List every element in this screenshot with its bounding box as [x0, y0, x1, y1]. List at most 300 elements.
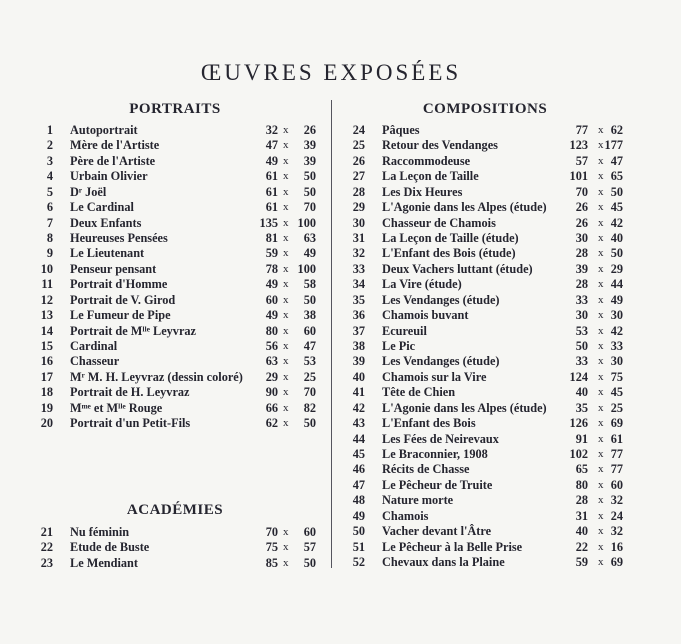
- work-height: 30: [610, 308, 623, 323]
- work-row: [337, 293, 637, 308]
- dimension-separator: x: [283, 139, 289, 152]
- work-number: 46: [352, 462, 365, 477]
- dimension-separator: x: [598, 124, 604, 136]
- work-number: 15: [40, 339, 53, 354]
- work-width: 62: [265, 416, 278, 431]
- work-row: [337, 555, 637, 570]
- work-width: 33: [575, 354, 588, 369]
- work-number: 17: [40, 369, 53, 384]
- work-number: 20: [40, 416, 53, 431]
- work-row: [337, 478, 637, 493]
- dimension-separator: x: [283, 309, 289, 322]
- work-title: Chasseur de Chamois: [382, 215, 496, 230]
- work-height: 50: [303, 184, 316, 199]
- work-title: Urbain Olivier: [70, 169, 148, 184]
- work-width: 49: [265, 277, 278, 292]
- work-row: [25, 354, 325, 369]
- work-title: Vacher devant l'Âtre: [382, 524, 492, 539]
- work-row: [337, 447, 637, 462]
- work-width: 75: [265, 540, 278, 555]
- work-row: [337, 540, 637, 555]
- work-number: 24: [352, 123, 365, 137]
- dimension-separator: x: [598, 139, 604, 152]
- work-number: 5: [46, 184, 53, 199]
- work-row: [25, 324, 325, 339]
- work-number: 42: [352, 400, 365, 415]
- work-number: 41: [352, 385, 365, 400]
- dimension-separator: x: [283, 340, 289, 353]
- work-width: 30: [575, 308, 588, 323]
- work-title: Chamois: [382, 508, 429, 523]
- work-number: 6: [46, 200, 53, 215]
- work-height: 50: [303, 416, 316, 431]
- work-height: 32: [610, 524, 623, 539]
- work-height: 24: [610, 508, 623, 523]
- work-width: 126: [569, 416, 588, 431]
- work-row: [337, 401, 637, 416]
- work-title: Récits de Chasse: [382, 462, 470, 477]
- work-height: 42: [610, 215, 623, 230]
- work-height: 49: [610, 292, 623, 307]
- work-row: [337, 277, 637, 292]
- dimension-separator: x: [283, 556, 289, 569]
- compositions-heading: COMPOSITIONS: [422, 101, 548, 117]
- work-height: 47: [303, 339, 316, 354]
- work-row: [25, 262, 325, 277]
- work-height: 26: [303, 123, 316, 137]
- work-title: Portrait d'Homme: [70, 277, 168, 292]
- work-number: 48: [352, 493, 365, 508]
- work-height: 50: [610, 184, 623, 199]
- work-title: Ecureuil: [382, 323, 427, 338]
- work-height: 62: [610, 123, 623, 137]
- work-row: [337, 200, 637, 215]
- work-width: 31: [575, 508, 588, 523]
- work-title: Heureuses Pensées: [70, 231, 168, 245]
- work-height: 38: [303, 308, 316, 323]
- work-width: 39: [575, 261, 588, 276]
- work-row: [25, 308, 325, 323]
- work-number: 36: [352, 308, 365, 323]
- work-height: 25: [610, 400, 623, 415]
- work-row: [337, 123, 637, 138]
- work-number: 11: [41, 277, 53, 292]
- work-height: 70: [303, 200, 316, 215]
- dimension-separator: x: [598, 247, 604, 260]
- work-height: 60: [610, 477, 623, 492]
- dimension-separator: x: [598, 494, 604, 507]
- dimension-separator: x: [283, 170, 289, 183]
- work-width: 80: [265, 323, 278, 338]
- work-title: Les Dix Heures: [382, 184, 463, 199]
- work-title: Mʳ M. H. Leyvraz (dessin coloré): [70, 369, 243, 384]
- work-number: 33: [352, 261, 365, 276]
- work-width: 91: [575, 431, 588, 446]
- dimension-separator: x: [283, 262, 289, 275]
- work-title: Tête de Chien: [382, 385, 456, 400]
- work-height: 60: [303, 323, 316, 338]
- work-height: 50: [303, 292, 316, 307]
- dimension-separator: x: [283, 185, 289, 198]
- work-title: Les Vendanges (étude): [382, 354, 500, 369]
- work-number: 27: [352, 169, 365, 184]
- dimension-separator: x: [283, 278, 289, 291]
- work-number: 47: [352, 477, 365, 492]
- work-row: [337, 262, 637, 277]
- work-width: 85: [265, 555, 278, 570]
- work-title: Portrait d'un Petit-Fils: [70, 416, 191, 431]
- dimension-separator: x: [598, 293, 604, 306]
- work-title: Chamois buvant: [382, 308, 469, 323]
- work-row: [25, 556, 325, 571]
- work-title: Le Lieutenant: [70, 246, 145, 261]
- work-title: Le Pêcheur à la Belle Prise: [382, 539, 523, 554]
- work-row: [25, 370, 325, 385]
- dimension-separator: x: [598, 401, 604, 414]
- work-width: 50: [575, 339, 588, 354]
- work-width: 66: [265, 400, 278, 415]
- dimension-separator: x: [283, 417, 289, 430]
- work-number: 21: [40, 525, 53, 539]
- work-number: 37: [352, 323, 365, 338]
- work-row: [25, 540, 325, 555]
- work-height: 82: [303, 400, 316, 415]
- work-height: 49: [303, 246, 316, 261]
- work-title: Raccommodeuse: [382, 153, 471, 168]
- work-number: 52: [352, 555, 365, 570]
- work-number: 2: [46, 138, 53, 153]
- dimension-separator: x: [598, 340, 604, 353]
- work-title: Cardinal: [70, 339, 118, 354]
- work-row: [337, 169, 637, 184]
- dimension-separator: x: [283, 124, 289, 136]
- work-row: [25, 293, 325, 308]
- work-width: 102: [569, 447, 588, 462]
- dimension-separator: x: [598, 232, 604, 244]
- work-number: 28: [352, 184, 365, 199]
- portraits-heading: PORTRAITS: [129, 101, 221, 117]
- work-width: 28: [575, 493, 588, 508]
- work-title: Le Pic: [382, 339, 416, 354]
- dimension-separator: x: [283, 201, 289, 214]
- work-title: Autoportrait: [70, 123, 138, 137]
- work-width: 90: [265, 385, 278, 400]
- work-row: [337, 154, 637, 169]
- work-height: 32: [610, 493, 623, 508]
- work-title: L'Agonie dans les Alpes (étude): [382, 200, 547, 215]
- dimension-separator: x: [283, 154, 289, 167]
- work-row: [337, 339, 637, 354]
- work-title: Pâques: [382, 123, 420, 137]
- work-row: [25, 525, 325, 540]
- work-title: Nature morte: [382, 493, 454, 508]
- work-width: 78: [265, 261, 278, 276]
- work-height: 33: [610, 339, 623, 354]
- work-number: 25: [352, 138, 365, 153]
- work-number: 8: [46, 231, 53, 245]
- work-width: 57: [575, 153, 588, 168]
- work-title: Le Pêcheur de Truite: [382, 477, 493, 492]
- work-width: 32: [265, 123, 278, 137]
- work-title: Le Braconnier, 1908: [382, 447, 488, 462]
- work-width: 35: [575, 400, 588, 415]
- column-divider: [331, 100, 332, 568]
- work-width: 30: [575, 231, 588, 245]
- work-height: 50: [303, 169, 316, 184]
- dimension-separator: x: [283, 216, 289, 229]
- dimension-separator: x: [598, 154, 604, 167]
- work-width: 40: [575, 385, 588, 400]
- work-width: 77: [575, 123, 588, 137]
- work-height: 30: [610, 354, 623, 369]
- work-title: Portrait de Mˡˡᵉ Leyvraz: [70, 323, 197, 338]
- work-row: [337, 308, 637, 323]
- work-height: 75: [610, 369, 623, 384]
- work-row: [337, 231, 637, 246]
- work-number: 29: [352, 200, 365, 215]
- work-row: [25, 385, 325, 400]
- work-height: 42: [610, 323, 623, 338]
- work-number: 50: [352, 524, 365, 539]
- work-height: 29: [610, 261, 623, 276]
- work-height: 45: [610, 385, 623, 400]
- work-row: [25, 123, 325, 138]
- work-row: [337, 509, 637, 524]
- work-title: Chamois sur la Vire: [382, 369, 487, 384]
- work-number: 26: [352, 153, 365, 168]
- work-width: 33: [575, 292, 588, 307]
- work-height: 61: [610, 431, 623, 446]
- work-width: 70: [265, 525, 278, 539]
- work-number: 30: [352, 215, 365, 230]
- work-width: 135: [259, 215, 278, 230]
- work-width: 61: [265, 169, 278, 184]
- work-number: 35: [352, 292, 365, 307]
- work-row: [25, 185, 325, 200]
- work-row: [25, 246, 325, 261]
- work-number: 38: [352, 339, 365, 354]
- work-height: 45: [610, 200, 623, 215]
- dimension-separator: x: [598, 278, 604, 291]
- work-title: L'Enfant des Bois: [382, 416, 476, 431]
- dimension-separator: x: [598, 417, 604, 430]
- work-title: Mᵐᵉ et Mˡˡᵉ Rouge: [70, 400, 163, 415]
- work-title: Chevaux dans la Plaine: [382, 555, 505, 570]
- work-width: 123: [569, 138, 588, 153]
- work-title: Portrait de V. Girod: [70, 292, 176, 307]
- dimension-separator: x: [283, 324, 289, 337]
- dimension-separator: x: [598, 201, 604, 214]
- work-height: 77: [610, 462, 623, 477]
- work-title: La Vire (étude): [382, 277, 462, 292]
- work-title: Etude de Buste: [70, 540, 150, 555]
- work-number: 40: [352, 369, 365, 384]
- work-width: 60: [265, 292, 278, 307]
- dimension-separator: x: [283, 370, 289, 383]
- work-row: [25, 216, 325, 231]
- work-title: Penseur pensant: [70, 261, 157, 276]
- work-title: La Leçon de Taille: [382, 169, 479, 184]
- work-height: 25: [303, 369, 316, 384]
- work-height: 69: [610, 416, 623, 431]
- work-row: [25, 416, 325, 431]
- work-height: 58: [303, 277, 316, 292]
- work-width: 40: [575, 524, 588, 539]
- work-title: Les Fées de Neirevaux: [382, 431, 499, 446]
- work-height: 44: [610, 277, 623, 292]
- work-height: 50: [303, 555, 316, 570]
- work-width: 28: [575, 246, 588, 261]
- dimension-separator: x: [598, 478, 604, 491]
- work-width: 101: [569, 169, 588, 184]
- work-height: 40: [610, 231, 623, 245]
- work-title: Mère de l'Artiste: [70, 138, 160, 153]
- work-row: [25, 138, 325, 153]
- work-height: 16: [610, 539, 623, 554]
- work-number: 1: [46, 123, 53, 137]
- work-row: [337, 432, 637, 447]
- work-row: [337, 216, 637, 231]
- work-width: 124: [569, 369, 588, 384]
- work-row: [337, 416, 637, 431]
- work-number: 3: [46, 153, 53, 168]
- work-width: 65: [575, 462, 588, 477]
- work-number: 32: [352, 246, 365, 261]
- work-row: [337, 324, 637, 339]
- work-row: [25, 401, 325, 416]
- dimension-separator: x: [283, 541, 289, 554]
- work-title: Le Cardinal: [70, 200, 134, 215]
- work-width: 29: [265, 369, 278, 384]
- work-title: La Leçon de Taille (étude): [382, 231, 519, 245]
- work-width: 63: [265, 354, 278, 369]
- dimension-separator: x: [598, 309, 604, 322]
- dimension-separator: x: [283, 232, 289, 244]
- work-number: 23: [40, 555, 53, 570]
- work-number: 31: [352, 231, 365, 245]
- work-height: 100: [297, 261, 316, 276]
- work-width: 49: [265, 153, 278, 168]
- work-row: [337, 524, 637, 539]
- work-row: [25, 154, 325, 169]
- work-height: 39: [303, 153, 316, 168]
- work-title: Portrait de H. Leyvraz: [70, 385, 190, 400]
- work-title: Les Vendanges (étude): [382, 292, 500, 307]
- work-number: 9: [46, 246, 53, 261]
- work-number: 16: [40, 354, 53, 369]
- dimension-separator: x: [598, 556, 604, 569]
- dimension-separator: x: [283, 355, 289, 368]
- work-row: [337, 493, 637, 508]
- work-width: 61: [265, 200, 278, 215]
- work-title: Retour des Vendanges: [382, 138, 498, 153]
- work-number: 19: [40, 400, 53, 415]
- work-title: Deux Vachers luttant (étude): [382, 261, 533, 276]
- work-width: 56: [265, 339, 278, 354]
- work-height: 100: [297, 215, 316, 230]
- work-width: 81: [265, 231, 278, 245]
- work-height: 177: [604, 138, 623, 153]
- work-number: 12: [40, 292, 53, 307]
- work-width: 22: [575, 539, 588, 554]
- work-row: [25, 200, 325, 215]
- work-width: 49: [265, 308, 278, 323]
- dimension-separator: x: [598, 525, 604, 538]
- dimension-separator: x: [283, 526, 289, 538]
- dimension-separator: x: [598, 509, 604, 522]
- dimension-separator: x: [598, 185, 604, 198]
- work-row: [337, 246, 637, 261]
- dimension-separator: x: [283, 247, 289, 260]
- work-height: 57: [303, 540, 316, 555]
- work-row: [337, 138, 637, 153]
- dimension-separator: x: [598, 370, 604, 383]
- work-height: 50: [610, 246, 623, 261]
- work-number: 18: [40, 385, 53, 400]
- dimension-separator: x: [598, 216, 604, 229]
- work-title: Chasseur: [70, 354, 120, 369]
- work-number: 49: [352, 508, 365, 523]
- work-height: 39: [303, 138, 316, 153]
- work-title: Deux Enfants: [70, 215, 142, 230]
- work-width: 53: [575, 323, 588, 338]
- work-title: Père de l'Artiste: [70, 153, 156, 168]
- work-number: 44: [352, 431, 365, 446]
- dimension-separator: x: [598, 170, 604, 183]
- dimension-separator: x: [283, 401, 289, 414]
- dimension-separator: x: [598, 463, 604, 476]
- work-width: 47: [265, 138, 278, 153]
- work-row: [337, 462, 637, 477]
- dimension-separator: x: [598, 386, 604, 399]
- page-title: ŒUVRES EXPOSÉES: [200, 60, 462, 85]
- work-number: 13: [40, 308, 53, 323]
- work-title: Le Mendiant: [70, 555, 138, 570]
- work-height: 63: [303, 231, 316, 245]
- work-width: 28: [575, 277, 588, 292]
- work-width: 80: [575, 477, 588, 492]
- academies-heading: ACADÉMIES: [126, 502, 224, 518]
- work-width: 70: [575, 184, 588, 199]
- work-title: L'Agonie dans les Alpes (étude): [382, 400, 547, 415]
- work-height: 53: [303, 354, 316, 369]
- work-width: 26: [575, 200, 588, 215]
- work-number: 7: [46, 215, 53, 230]
- dimension-separator: x: [283, 293, 289, 306]
- dimension-separator: x: [598, 355, 604, 368]
- work-row: [25, 277, 325, 292]
- work-height: 77: [610, 447, 623, 462]
- work-number: 14: [40, 323, 53, 338]
- dimension-separator: x: [598, 540, 604, 553]
- work-row: [25, 231, 325, 246]
- work-width: 26: [575, 215, 588, 230]
- work-title: L'Enfant des Bois (étude): [382, 246, 516, 261]
- work-height: 69: [610, 555, 623, 570]
- dimension-separator: x: [598, 448, 604, 461]
- work-title: Le Fumeur de Pipe: [70, 308, 171, 323]
- work-row: [337, 354, 637, 369]
- work-row: [25, 169, 325, 184]
- work-height: 47: [610, 153, 623, 168]
- work-number: 51: [352, 539, 365, 554]
- work-number: 43: [352, 416, 365, 431]
- dimension-separator: x: [283, 386, 289, 399]
- work-number: 10: [40, 261, 53, 276]
- work-row: [337, 370, 637, 385]
- work-number: 39: [352, 354, 365, 369]
- work-row: [25, 339, 325, 354]
